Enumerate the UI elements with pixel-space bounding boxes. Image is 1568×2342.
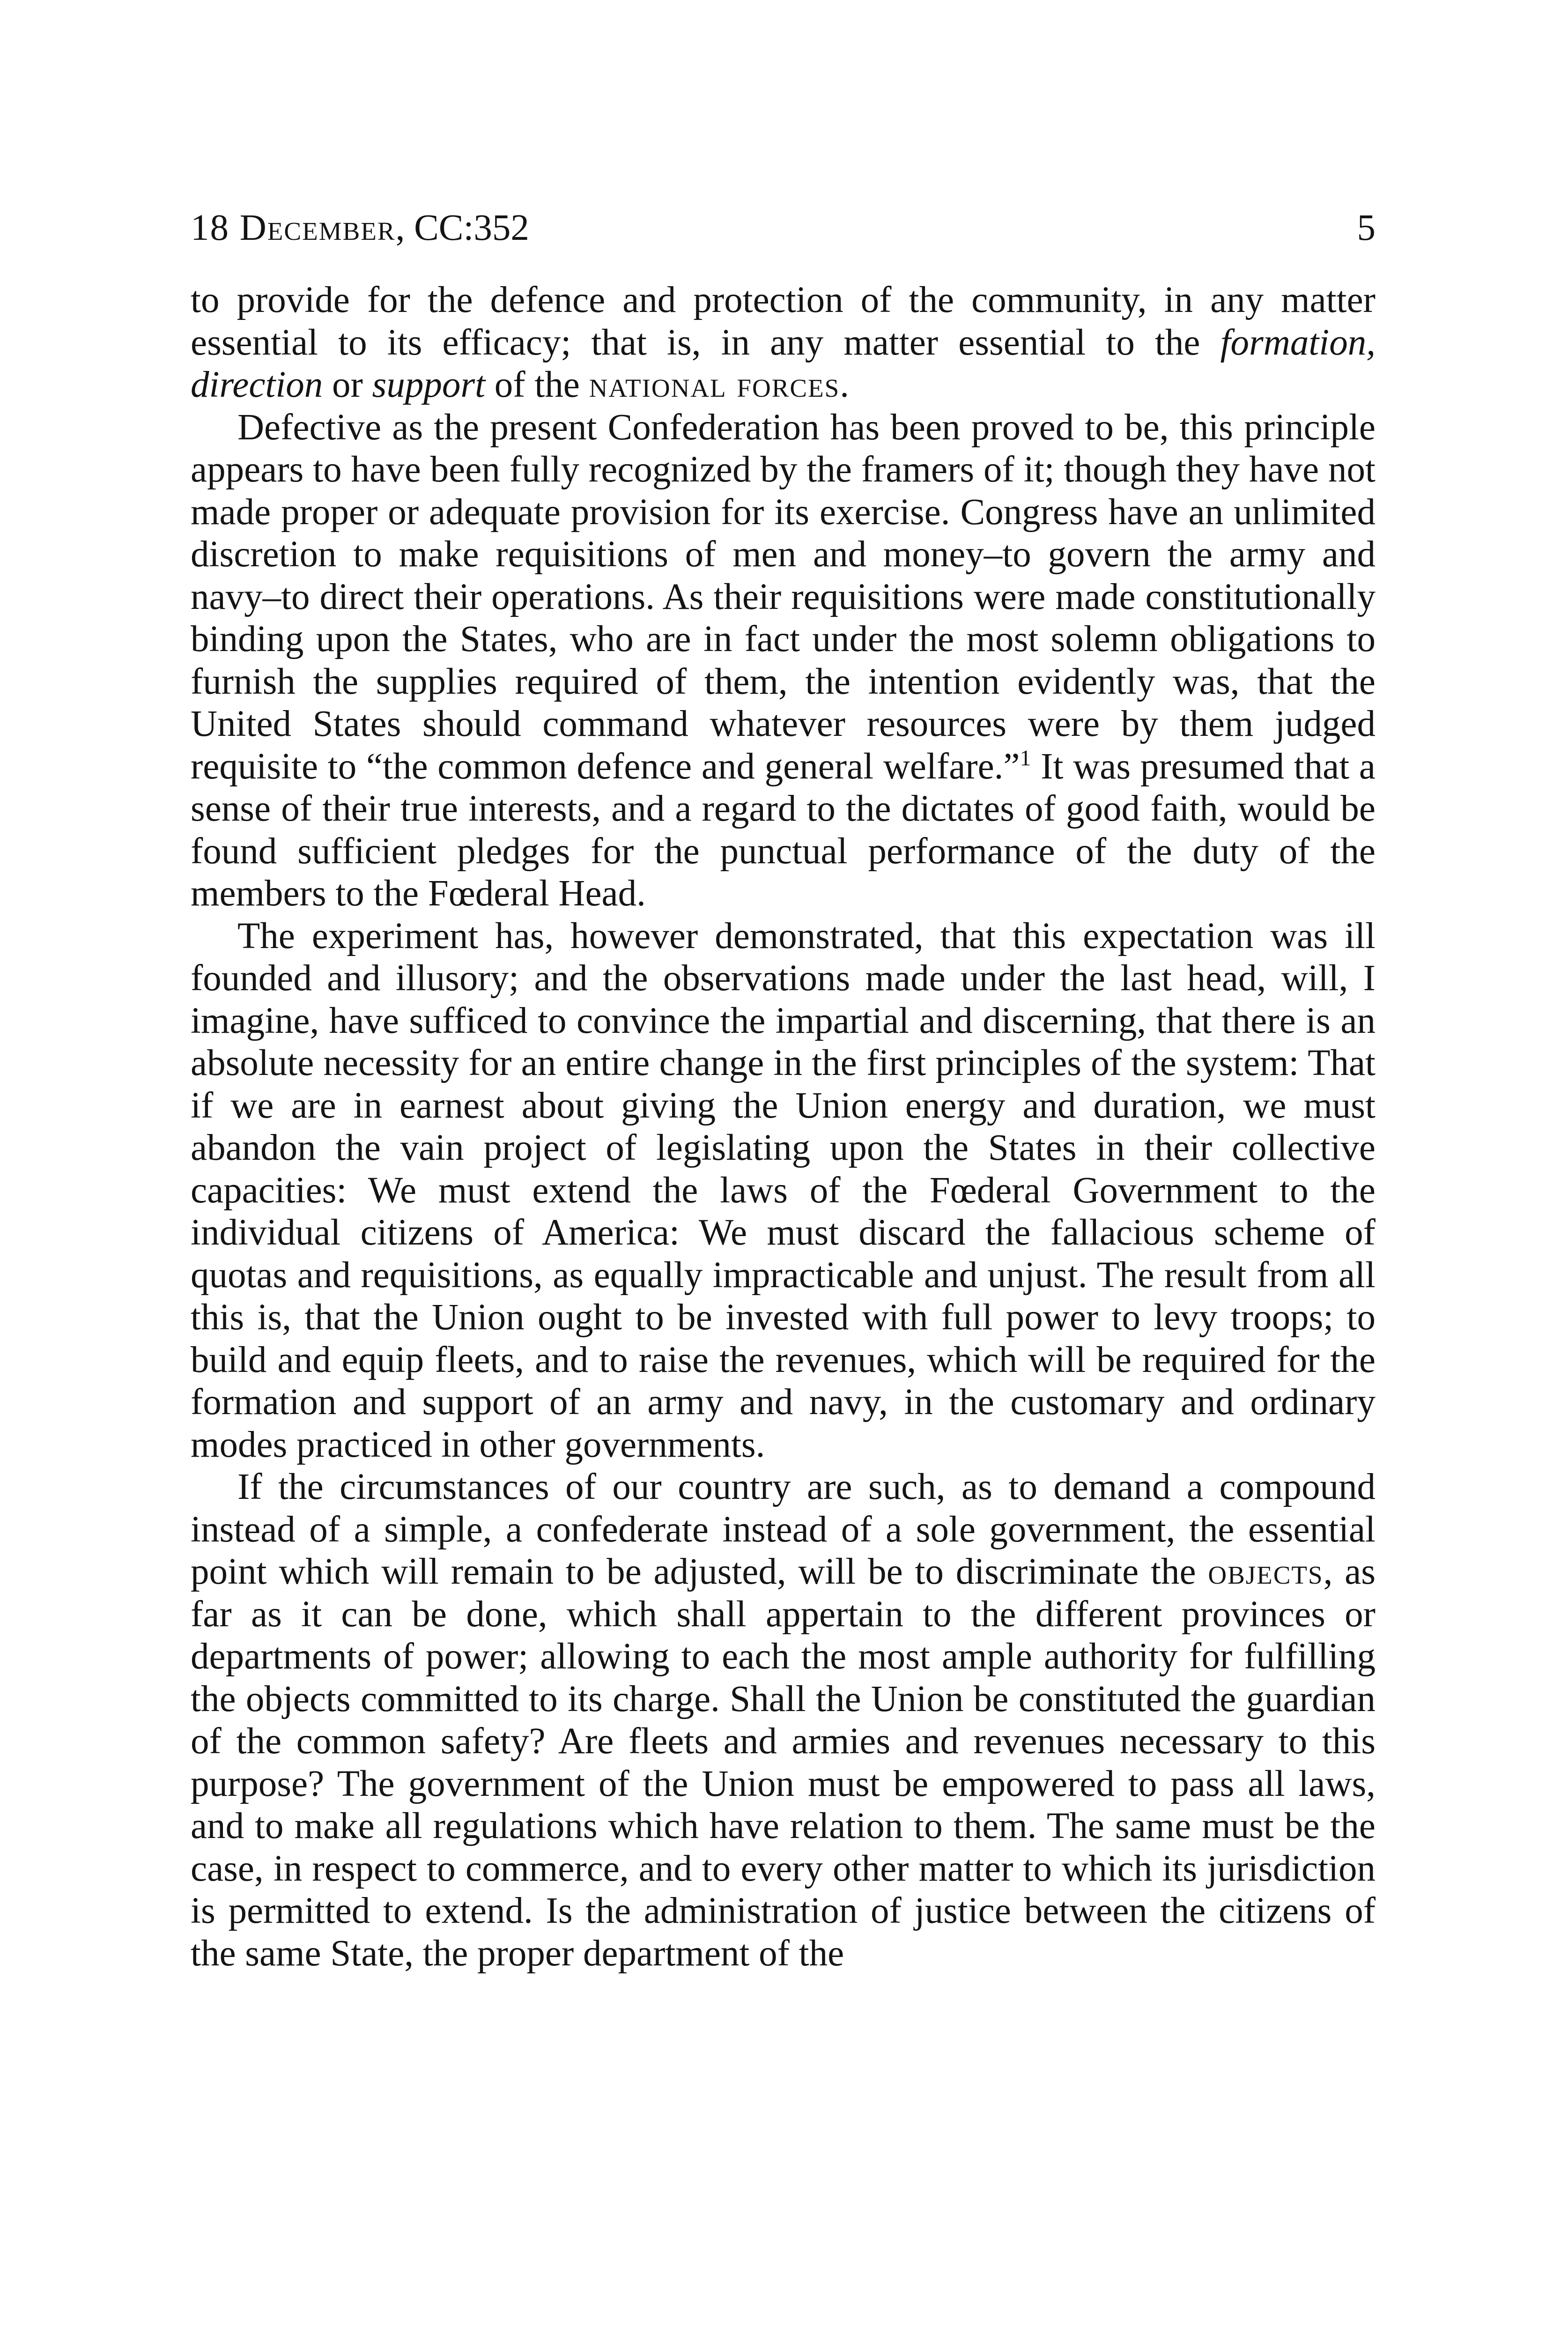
running-title-document-number: CC:352 bbox=[414, 208, 529, 248]
paragraph-1-italic-2: support bbox=[372, 364, 486, 405]
paragraph-3-text: The experiment has, however demonstrated, that this expectation was ill founded and illusory; and the observations made under the last head, will, I imagine, have sufficed to convince the impartial and discerning, that there is an absolute necessity for an entire change in the first principles of the system: That if we are in earnest about giving the Union energy and duration, we must abandon the vain project of legislating upon the States in their collective capacities: We must extend the laws of the Fœderal Government to the individual citizens of America: We must discard the fallacious scheme of quotas and requisitions, as equally impracticable and unjust. The result from all this is, that the Union ought to be invested with full power to levy troops; to build and equip fleets, and to raise the revenues, which will be required for the formation and support of an army and navy, in the customary and ordinary modes practiced in other governments. bbox=[191, 915, 1376, 1465]
paragraph-1-italic-1: formation, direction bbox=[191, 322, 1376, 405]
running-title-date: 18 December bbox=[191, 208, 396, 248]
paragraph-1-text-1: to provide for the defence and protection of the community, in any matter essential to its efficacy; that is, in any matter essential to the bbox=[191, 280, 1376, 363]
paragraph-2-text-1: Defective as the present Confederation has been proved to be, this principle appears to have been fully recognized by the framers of it; though they have not made proper or adequate provision for its exercise. Congress have an unlimited discretion to make requisitions of men and money–to govern the army and navy–to direct their operations. As their requisitions were made constitutionally binding upon the States, who are in fact under the most solemn obligations to furnish the supplies required of them, the intention evidently was, that the United States should command whatever resources were by them judged requisite to “the common defence and general welfare.” bbox=[191, 407, 1376, 787]
paragraph-4-text-1: If the circumstances of our country are such, as to demand a compound instead of a simple, a confederate instead of a sole government, the essential point which will remain to be adjusted, will be to discriminate the bbox=[191, 1467, 1376, 1592]
paragraph-1-text-3: of the bbox=[485, 364, 589, 405]
paragraph-1-small-caps: national forces bbox=[589, 364, 840, 405]
paragraph-4-text-2: , as far as it can be done, which shall appertain to the different provinces or departments of power; allowing to each the most ample authority for fulfilling the objects committed to its charge. Shall the Union be constituted the guardian of the common safety? Are fleets and armies and revenues necessary to this purpose? The government of the Union must be empowered to pass all laws, and to make all regulations which have relation to them. The same must be the case, in respect to commerce, and to every other matter to which its jurisdiction is permitted to extend. Is the administration of justice between the citizens of the same State, the proper department of the bbox=[191, 1551, 1376, 1974]
paragraph-2 bbox=[191, 407, 1376, 915]
running-head bbox=[191, 202, 1376, 254]
running-title bbox=[191, 202, 529, 254]
paragraph-4-small-caps: objects bbox=[1208, 1551, 1324, 1592]
paragraph-1-text-2: or bbox=[323, 364, 372, 405]
body-text bbox=[191, 279, 1376, 1975]
page-number: 5 bbox=[1357, 208, 1376, 248]
running-title-separator: , bbox=[395, 208, 414, 248]
paragraph-1 bbox=[191, 279, 1376, 407]
paragraph-4 bbox=[191, 1466, 1376, 1975]
footnote-reference-1: 1 bbox=[1020, 745, 1031, 771]
paragraph-3 bbox=[191, 915, 1376, 1467]
paragraph-2-text-2: It was presumed that a sense of their true interests, and a regard to the dictates of good faith, would be found sufficient pledges for the punctual performance of the duty of the members to the Fœderal Head. bbox=[191, 746, 1376, 914]
paragraph-1-text-4: . bbox=[840, 364, 849, 405]
